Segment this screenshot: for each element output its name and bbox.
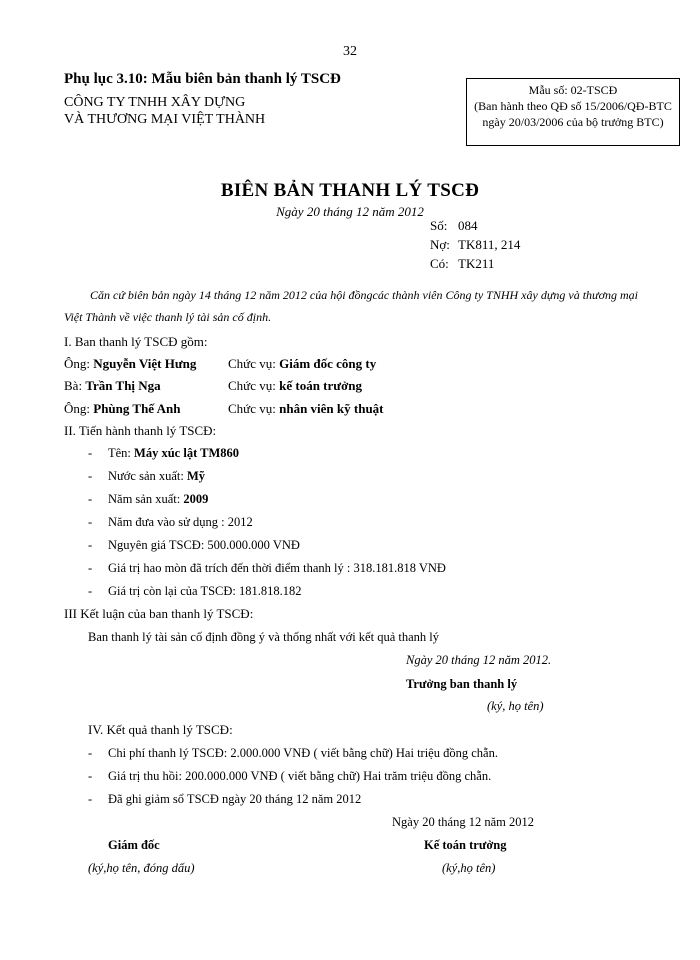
company-name <box>64 94 265 128</box>
form-box-line-1: Mẫu số: 02-TSCĐ <box>528 83 618 97</box>
bullet-dash: - <box>88 538 93 552</box>
member-row <box>64 401 384 417</box>
item-text: Đã ghi giảm sổ TSCĐ ngày 20 tháng 12 năm 2012 <box>108 792 362 806</box>
member-position: Giám đốc công ty <box>279 356 377 371</box>
company-line-2: VÀ THƯƠNG MẠI VIỆT THÀNH <box>64 112 266 127</box>
form-box-line-3: ngày 20/03/2006 của bộ trưởng BTC) <box>482 115 664 129</box>
section-3-heading: III Kết luận của ban thanh lý TSCĐ: <box>64 606 254 621</box>
member-name: Phùng Thế Anh <box>93 401 181 416</box>
list-item <box>88 584 302 599</box>
signature-date: Ngày 20 tháng 12 năm 2012 <box>392 815 534 829</box>
list-item <box>88 515 253 530</box>
credit-value: TK211 <box>458 256 495 271</box>
conclusion-date: Ngày 20 tháng 12 năm 2012. <box>406 653 552 667</box>
member-position: nhân viên kỹ thuật <box>279 401 384 416</box>
member-honorific: Bà: <box>64 378 83 393</box>
item-label: Tên: <box>108 446 131 460</box>
debit-account <box>430 237 520 253</box>
director-sign-note: (ký,họ tên, đóng dấu) <box>88 861 195 875</box>
bullet-dash: - <box>88 492 93 506</box>
item-text: Nguyên giá TSCĐ: 500.000.000 VNĐ <box>108 538 300 552</box>
bullet-dash: - <box>88 746 93 760</box>
list-item <box>88 746 498 761</box>
item-value: Mỹ <box>187 469 206 483</box>
form-box-line-2: (Ban hành theo QĐ số 15/2006/QĐ-BTC <box>474 99 672 113</box>
debit-value: TK811, 214 <box>458 237 521 252</box>
document-title: BIÊN BẢN THANH LÝ TSCĐ <box>220 180 480 201</box>
list-item <box>88 769 491 784</box>
item-text: Giá trị thu hồi: 200.000.000 VNĐ ( viết bằng chữ) Hai trăm triệu đồng chẵn. <box>108 769 492 783</box>
member-position-label: Chức vụ: <box>228 401 276 416</box>
item-value: Máy xúc lật TM860 <box>134 446 240 460</box>
section-2-heading: II. Tiến hành thanh lý TSCĐ: <box>64 423 217 438</box>
voucher-number <box>430 218 478 234</box>
debit-label: Nợ: <box>430 237 450 252</box>
intro-paragraph: Căn cứ biên bản ngày 14 tháng 12 năm 2012 của hội đồngcác thành viên Công ty TNHH xây dựng và thương mại Việt Thành về việc thanh lý tài sản cố định. <box>64 288 638 324</box>
bullet-dash: - <box>88 792 93 806</box>
item-value: 2009 <box>183 492 209 506</box>
member-row <box>64 378 362 394</box>
bullet-dash: - <box>88 584 93 598</box>
list-item <box>88 492 208 507</box>
director-title: Giám đốc <box>108 838 160 852</box>
chief-accountant-title: Kế toán trưởng <box>424 838 507 852</box>
document-date: Ngày 20 tháng 12 năm 2012 <box>276 204 424 219</box>
member-name: Trần Thị Nga <box>85 378 161 393</box>
credit-account <box>430 256 494 272</box>
section-1-heading: I. Ban thanh lý TSCĐ gồm: <box>64 334 208 349</box>
member-honorific: Ông: <box>64 356 90 371</box>
member-row <box>64 356 377 372</box>
item-text: Giá trị còn lại của TSCĐ: 181.818.182 <box>108 584 302 598</box>
item-label: Năm sản xuất: <box>108 492 181 506</box>
member-position-label: Chức vụ: <box>228 378 276 393</box>
bullet-dash: - <box>88 769 93 783</box>
credit-label: Có: <box>430 256 449 271</box>
liquidation-head-title: Trưởng ban thanh lý <box>406 677 518 691</box>
member-honorific: Ông: <box>64 401 90 416</box>
chief-accountant-sign-note: (ký,họ tên) <box>442 861 496 875</box>
item-text: Năm đưa vào sử dụng : 2012 <box>108 515 253 529</box>
list-item <box>88 469 205 484</box>
voucher-number-value: 084 <box>458 218 478 233</box>
company-line-1: CÔNG TY TNHH XÂY DỰNG <box>64 95 246 110</box>
member-name: Nguyễn Việt Hưng <box>93 356 197 371</box>
list-item <box>88 561 446 576</box>
liquidation-head-sign-note: (ký, họ tên) <box>487 699 544 713</box>
list-item <box>88 792 361 807</box>
bullet-dash: - <box>88 469 93 483</box>
conclusion-text: Ban thanh lý tài sản cố định đồng ý và thống nhất với kết quả thanh lý <box>88 630 439 644</box>
form-number-box <box>466 78 680 146</box>
bullet-dash: - <box>88 561 93 575</box>
member-position: kế toán trưởng <box>279 378 362 393</box>
page-number: 32 <box>343 44 357 59</box>
member-position-label: Chức vụ: <box>228 356 276 371</box>
bullet-dash: - <box>88 446 93 460</box>
appendix-title: Phụ lục 3.10: Mẫu biên bản thanh lý TSCĐ <box>64 71 341 87</box>
section-4-heading: IV. Kết quả thanh lý TSCĐ: <box>88 722 233 737</box>
voucher-number-label: Số: <box>430 218 448 233</box>
item-text: Chi phí thanh lý TSCĐ: 2.000.000 VNĐ ( viết bằng chữ) Hai triệu đồng chẵn. <box>108 746 498 760</box>
list-item <box>88 446 239 461</box>
item-text: Giá trị hao mòn đã trích đến thời điểm thanh lý : 318.181.818 VNĐ <box>108 561 446 575</box>
list-item <box>88 538 300 553</box>
item-label: Nước sản xuất: <box>108 469 184 483</box>
bullet-dash: - <box>88 515 93 529</box>
